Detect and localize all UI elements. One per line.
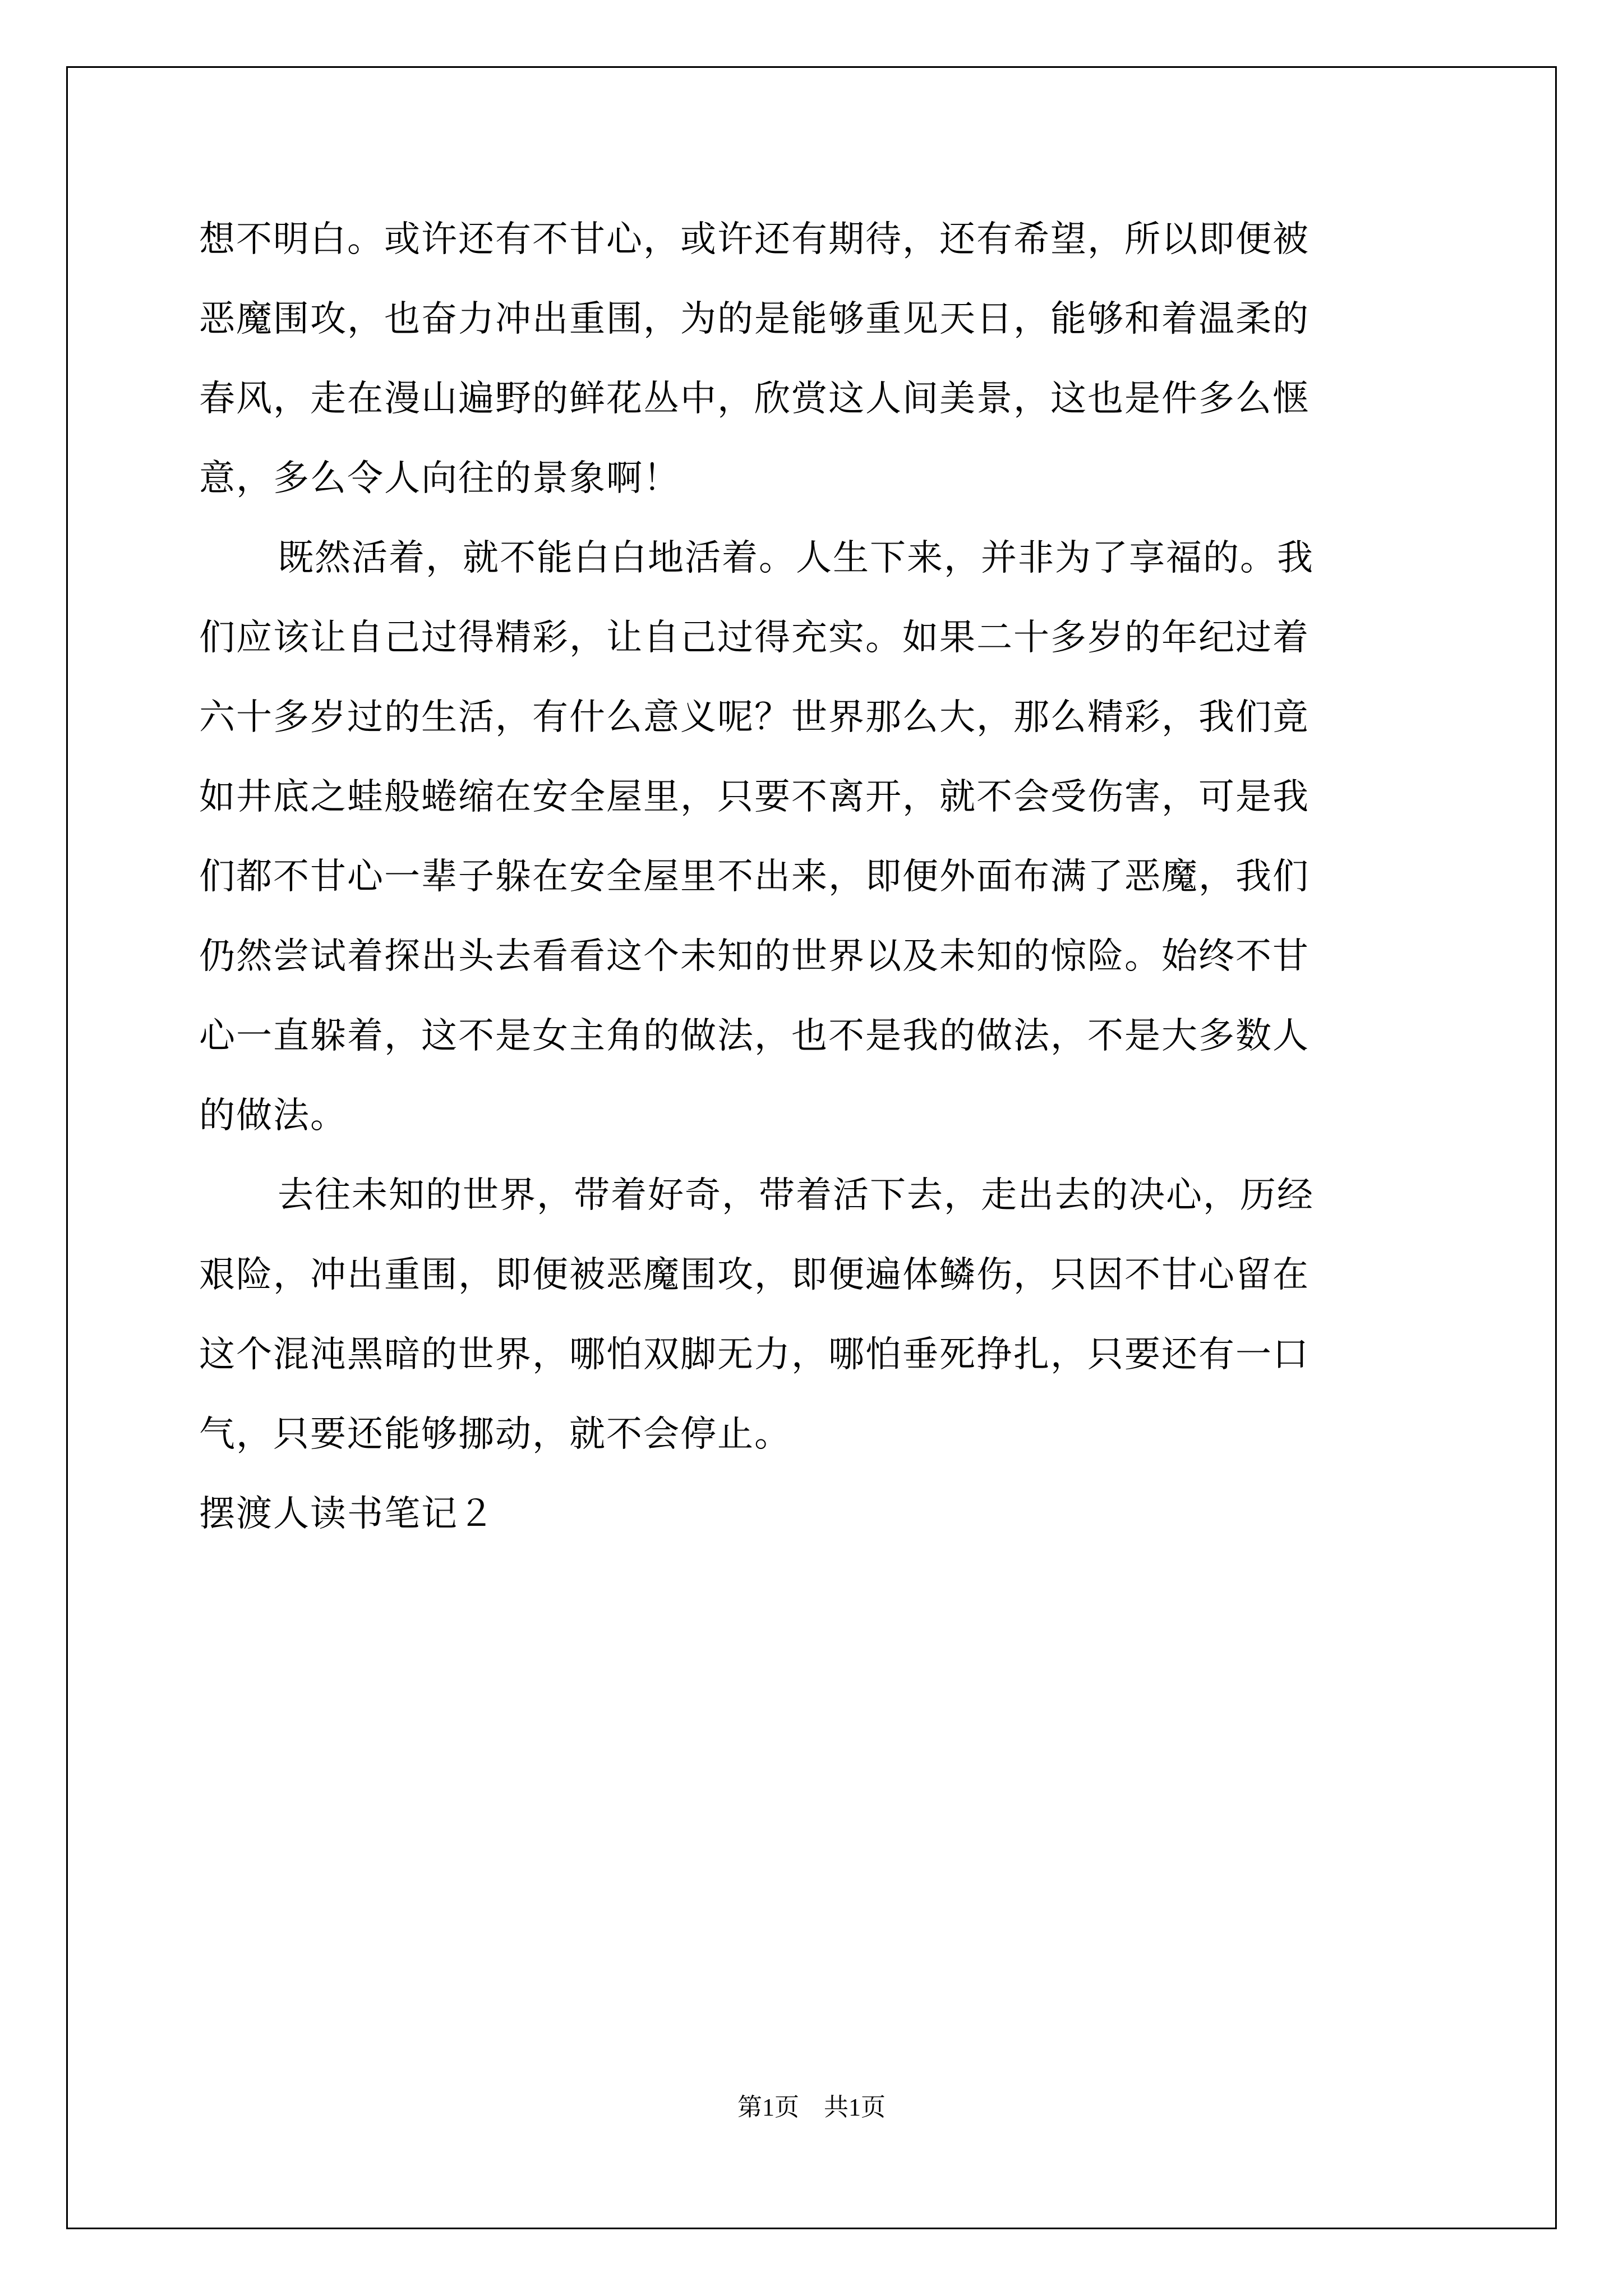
text-line: 们应该让自己过得精彩，让自己过得充实。如果二十多岁的年纪过着: [199, 617, 1310, 659]
text-line: 如井底之蛙般蜷缩在安全屋里，只要不离开，就不会受伤害，可是我: [199, 776, 1310, 818]
text-line: 气，只要还能够挪动，就不会停止。: [199, 1414, 791, 1455]
text-line: 艰险，冲出重围，即便被恶魔围攻，即便遍体鳞伤，只因不甘心留在: [199, 1254, 1310, 1296]
text-line: 恶魔围攻，也奋力冲出重围，为的是能够重见天日，能够和着温柔的: [199, 298, 1310, 340]
text-line: 春风，走在漫山遍野的鲜花丛中，欣赏这人间美景，这也是件多么惬: [199, 378, 1310, 420]
text-line: 这个混沌黑暗的世界，哪怕双脚无力，哪怕垂死挣扎，只要还有一口: [199, 1334, 1310, 1375]
text-line: 仍然尝试着探出头去看看这个未知的世界以及未知的惊险。始终不甘: [199, 936, 1310, 977]
text-line: 的做法。: [199, 1095, 347, 1137]
section-heading: 摆渡人读书笔记２: [199, 1493, 495, 1535]
text-line: 六十多岁过的生活，有什么意义呢？世界那么大，那么精彩，我们竟: [199, 697, 1310, 738]
page-footer: [0, 2087, 1623, 2123]
text-line: 意，多么令人向往的景象啊！: [199, 458, 680, 499]
page-number: 第1页 共1页: [737, 2093, 886, 2121]
paragraph-3: [199, 1169, 1433, 1461]
text-line: 想不明白。或许还有不甘心，或许还有期待，还有希望，所以即便被: [199, 219, 1310, 260]
paragraph-1: [199, 213, 1433, 505]
text-line: 去往未知的世界，带着好奇，带着活下去，走出去的决心，历经: [278, 1175, 1314, 1216]
paragraph-2: [199, 532, 1433, 1142]
document-body: [199, 213, 1433, 1540]
text-line: 心一直躲着，这不是女主角的做法，也不是我的做法，不是大多数人: [199, 1015, 1310, 1057]
text-line: 们都不甘心一辈子躲在安全屋里不出来，即便外面布满了恶魔，我们: [199, 856, 1310, 898]
text-line: 既然活着，就不能白白地活着。人生下来，并非为了享福的。我: [278, 537, 1314, 579]
